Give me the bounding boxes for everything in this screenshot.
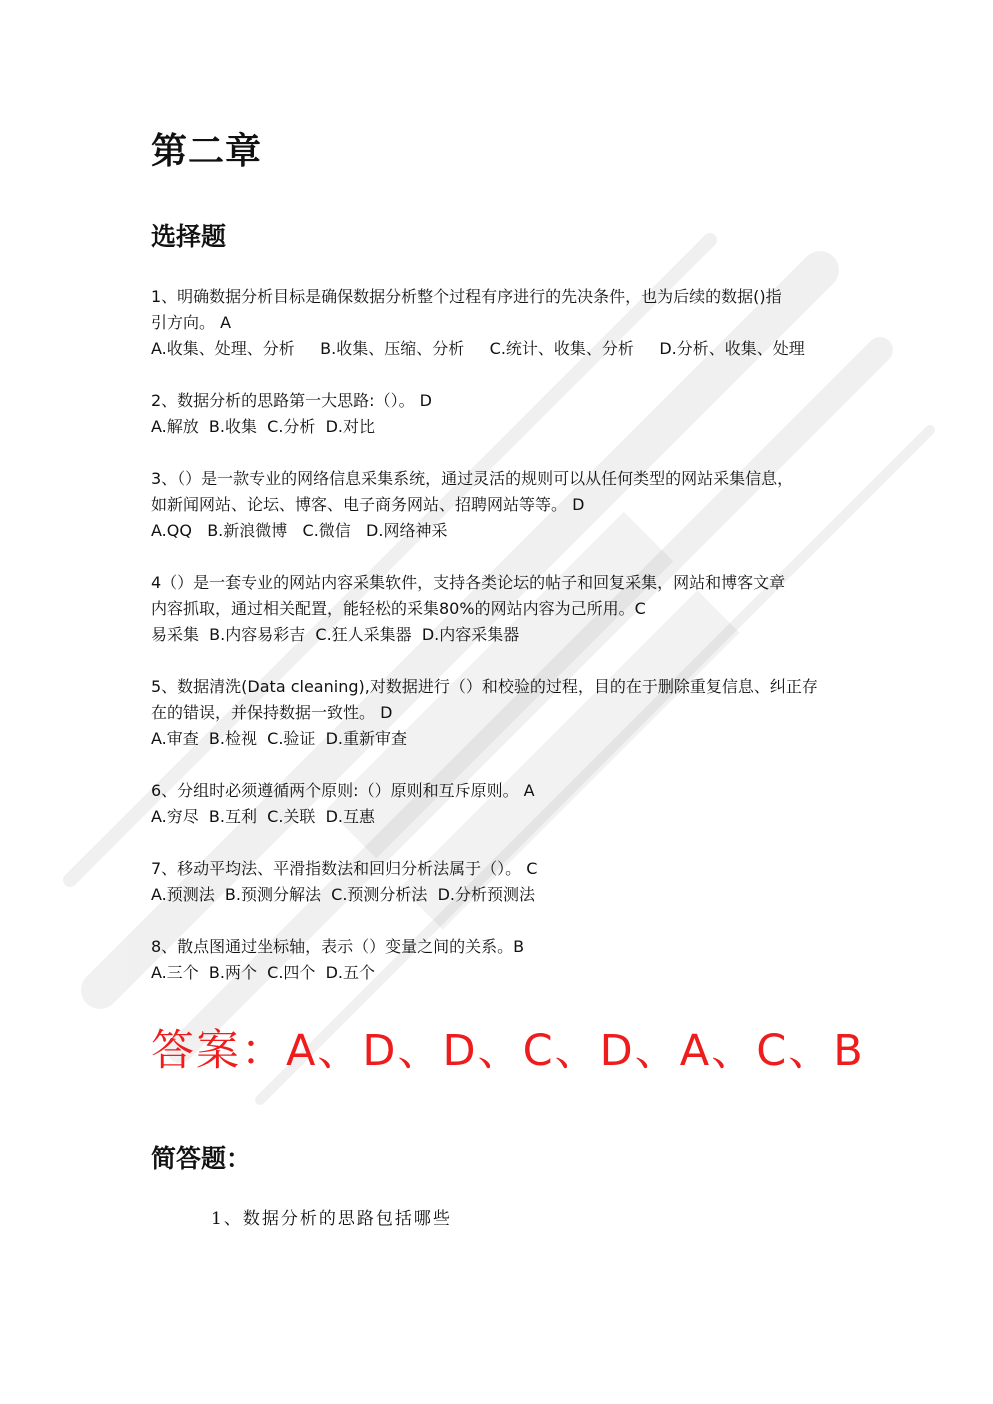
multiple-choice-heading: 选择题 [151, 222, 227, 251]
short-answer-heading: 简答题： [151, 1144, 252, 1173]
question-4 [151, 570, 851, 648]
question-text: 6、分组时必须遵循两个原则:（）原则和互斥原则。 A [151, 781, 535, 800]
question-text: 7、移动平均法、平滑指数法和回归分析法属于（）。 C [151, 859, 538, 878]
question-options: A.三个 B.两个 C.四个 D.五个 [151, 963, 375, 982]
question-list [151, 284, 851, 1012]
question-text: 2、数据分析的思路第一大思路:（）。 D [151, 391, 432, 410]
question-text: 8、散点图通过坐标轴，表示（）变量之间的关系。B [151, 937, 525, 956]
question-1 [151, 284, 851, 362]
question-6 [151, 778, 851, 830]
question-text: 如新闻网站、论坛、博客、电子商务网站、招聘网站等等。 D [151, 495, 585, 514]
question-text: 在的错误，并保持数据一致性。 D [151, 703, 393, 722]
question-options: 易采集 B.内容易彩吉 C.狂人采集器 D.内容采集器 [151, 625, 520, 644]
question-text: 内容抓取，通过相关配置，能轻松的采集80%的网站内容为己所用。C [151, 599, 646, 618]
question-options: A.解放 B.收集 C.分析 D.对比 [151, 417, 375, 436]
question-text: 1、明确数据分析目标是确保数据分析整个过程有序进行的先决条件，也为后续的数据()指 [151, 287, 782, 306]
question-options: A.QQ B.新浪微博 C.微信 D.网络神采 [151, 521, 448, 540]
chapter-title: 第二章 [151, 131, 263, 172]
question-5 [151, 674, 851, 752]
question-options: A.预测法 B.预测分解法 C.预测分析法 D.分析预测法 [151, 885, 535, 904]
question-7 [151, 856, 851, 908]
question-text: 3、（）是一款专业的网络信息采集系统，通过灵活的规则可以从任何类型的网站采集信息， [151, 469, 794, 488]
question-options: A.收集、处理、分析 B.收集、压缩、分析 C.统计、收集、分析 D.分析、收集、处理 [151, 339, 805, 358]
question-8 [151, 934, 851, 986]
question-options: A.穷尽 B.互利 C.关联 D.互惠 [151, 807, 375, 826]
short-answer-item: 1、数据分析的思路包括哪些 [211, 1209, 452, 1229]
question-text: 4（）是一套专业的网站内容采集软件，支持各类论坛的帖子和回复采集，网站和博客文章 [151, 573, 786, 592]
question-2 [151, 388, 851, 440]
question-text: 引方向。 A [151, 313, 232, 332]
question-options: A.审查 B.检视 C.验证 D.重新审查 [151, 729, 407, 748]
question-text: 5、数据清洗(Data cleaning),对数据进行（）和校验的过程，目的在于删除重复信息、纠正存 [151, 677, 818, 696]
answer-key: 答案：A、D、D、C、D、A、C、B [151, 1026, 865, 1076]
question-3 [151, 466, 851, 544]
